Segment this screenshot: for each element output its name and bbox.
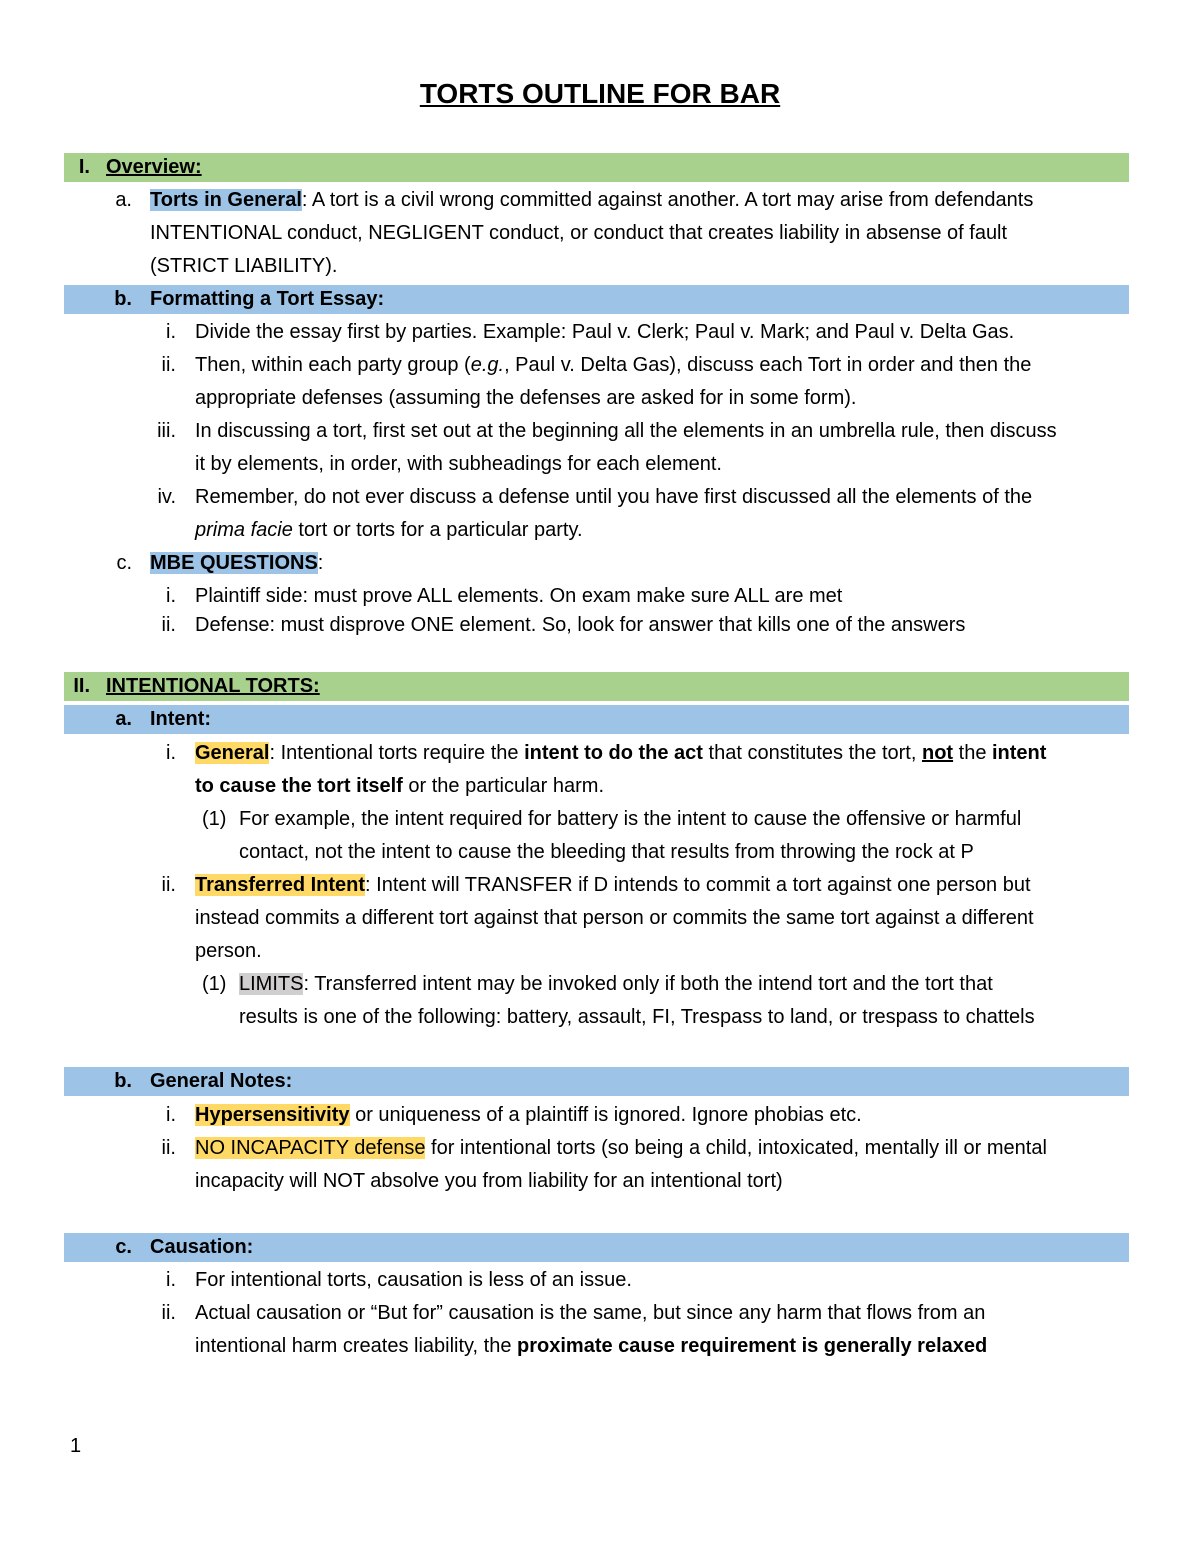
section-number: I.	[78, 156, 90, 178]
highlight-term: NO INCAPACITY defense	[195, 1137, 426, 1159]
section-heading-intentional-torts: INTENTIONAL TORTS:	[106, 675, 320, 697]
torts-in-general-line-3: (STRICT LIABILITY).	[150, 255, 338, 277]
item-letter: c.	[116, 552, 132, 574]
hypersensitivity-line: Hypersensitivity or uniqueness of a plaintiff is ignored. Ignore phobias etc.	[195, 1104, 862, 1126]
subsection-band-intent	[64, 705, 1129, 734]
subsection-heading-intent: Intent:	[150, 708, 212, 730]
sub-item-number: (1)	[202, 973, 227, 995]
torts-in-general-line-2: INTENTIONAL conduct, NEGLIGENT conduct, or conduct that creates liability in absense of fault	[150, 222, 1008, 244]
item-roman: iii.	[157, 420, 176, 442]
formatting-item-i: Divide the essay first by parties. Example: Paul v. Clerk; Paul v. Mark; and Paul v. Delta Gas.	[195, 321, 1015, 343]
incapacity-line-2: incapacity will NOT absolve you from liability for an intentional tort)	[195, 1170, 783, 1192]
item-letter: b.	[114, 1070, 132, 1092]
intent-general-line-2: to cause the tort itself or the particular harm.	[195, 775, 605, 797]
item-roman: i.	[166, 1104, 176, 1126]
item-roman: ii.	[161, 1302, 176, 1324]
item-roman: i.	[166, 1269, 176, 1291]
intent-example-line-2: contact, not the intent to cause the bleeding that results from throwing the rock at P	[239, 841, 974, 863]
section-number: II.	[73, 675, 90, 697]
sub-item-number: (1)	[202, 808, 227, 830]
highlight-term: LIMITS	[239, 973, 304, 995]
item-roman: ii.	[161, 1137, 176, 1159]
section-band-overview	[64, 153, 1129, 182]
torts-in-general-line-1: Torts in General: A tort is a civil wrong committed against another. A tort may arise from defendants	[150, 189, 1034, 211]
mbe-item-ii: Defense: must disprove ONE element. So, look for answer that kills one of the answers	[195, 614, 966, 636]
intent-example-line-1: For example, the intent required for battery is the intent to cause the offensive or harmful	[239, 808, 1022, 830]
formatting-item-iv-line-1: Remember, do not ever discuss a defense until you have first discussed all the elements of the	[195, 486, 1033, 508]
formatting-item-ii-line-2: appropriate defenses (assuming the defenses are asked for in some form).	[195, 387, 857, 409]
item-letter: a.	[115, 708, 132, 730]
subsection-heading-general-notes: General Notes:	[150, 1070, 293, 1092]
highlight-term: Hypersensitivity	[195, 1104, 350, 1126]
formatting-item-ii-line-1: Then, within each party group (e.g., Paul v. Delta Gas), discuss each Tort in order and then the	[195, 354, 1032, 376]
mbe-item-i: Plaintiff side: must prove ALL elements. On exam make sure ALL are met	[195, 585, 843, 607]
transferred-intent-line-2: instead commits a different tort against that person or commits the same tort against a different	[195, 907, 1034, 929]
item-letter: b.	[114, 288, 132, 310]
causation-item-i: For intentional torts, causation is less of an issue.	[195, 1269, 632, 1291]
item-roman: iv.	[157, 486, 176, 508]
formatting-item-iii-line-1: In discussing a tort, first set out at the beginning all the elements in an umbrella rule, then discuss	[195, 420, 1057, 442]
item-letter: c.	[115, 1236, 132, 1258]
document-title: TORTS OUTLINE FOR BAR	[419, 78, 781, 109]
item-roman: i.	[166, 742, 176, 764]
section-heading-overview: Overview:	[106, 156, 202, 178]
page-number: 1	[70, 1435, 82, 1457]
limits-line-1: LIMITS: Transferred intent may be invoked only if both the intend tort and the tort that	[239, 973, 993, 995]
subsection-heading-causation: Causation:	[150, 1236, 254, 1258]
limits-line-2: results is one of the following: battery, assault, FI, Trespass to land, or trespass to chattels	[239, 1006, 1035, 1028]
transferred-intent-line-3: person.	[195, 940, 262, 962]
transferred-intent-line-1: Transferred Intent: Intent will TRANSFER if D intends to commit a tort against one person but	[195, 874, 1031, 896]
intent-general-line-1: General: Intentional torts require the intent to do the act that constitutes the tort, not the intent	[195, 742, 1047, 764]
formatting-item-iv-line-2: prima facie tort or torts for a particular party.	[195, 519, 583, 541]
causation-item-ii-line-1: Actual causation or “But for” causation is the same, but since any harm that flows from an	[195, 1302, 986, 1324]
item-roman: i.	[166, 585, 176, 607]
incapacity-line-1: NO INCAPACITY defense for intentional torts (so being a child, intoxicated, mentally ill or mental	[195, 1137, 1047, 1159]
highlight-term: General	[195, 742, 270, 764]
item-roman: i.	[166, 321, 176, 343]
formatting-item-iii-line-2: it by elements, in order, with subheadings for each element.	[195, 453, 722, 475]
item-roman: ii.	[161, 874, 176, 896]
item-letter: a.	[115, 189, 132, 211]
highlight-term: Transferred Intent	[195, 874, 366, 896]
causation-item-ii-line-2: intentional harm creates liability, the proximate cause requirement is generally relaxed	[195, 1335, 988, 1357]
item-roman: ii.	[161, 354, 176, 376]
highlight-term: MBE QUESTIONS	[150, 552, 318, 574]
item-roman: ii.	[161, 614, 176, 636]
highlight-term: Torts in General	[150, 189, 302, 211]
mbe-questions-heading: MBE QUESTIONS:	[150, 552, 324, 574]
subsection-heading-formatting: Formatting a Tort Essay:	[150, 288, 385, 310]
